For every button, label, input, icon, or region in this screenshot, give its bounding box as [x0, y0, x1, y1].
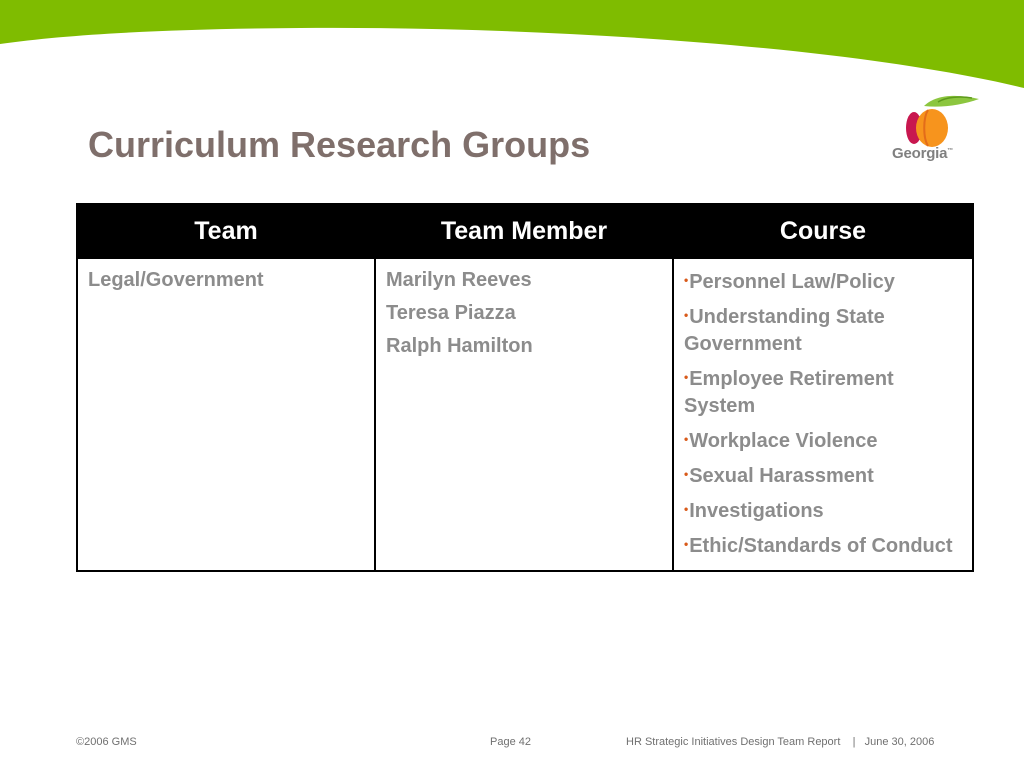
table-row: [77, 258, 973, 571]
bullet-icon: •: [684, 537, 689, 551]
column-header-team-member: Team Member: [375, 204, 673, 258]
course-item: •Understanding State Government: [684, 306, 885, 355]
bullet-icon: •: [684, 432, 689, 446]
team-member: Teresa Piazza: [386, 302, 516, 324]
courses-cell: [673, 258, 973, 571]
column-header-team: Team: [77, 204, 375, 258]
course-item: •Employee Retirement System: [684, 368, 894, 417]
footer-report-title: HR Strategic Initiatives Design Team Report | June 30, 2006: [626, 736, 935, 748]
team-member: Ralph Hamilton: [386, 335, 533, 357]
curriculum-table: [76, 203, 974, 572]
team-name: Legal/Government: [88, 269, 264, 291]
course-item: •Investigations: [684, 500, 824, 522]
bullet-icon: •: [684, 467, 689, 481]
course-item: •Personnel Law/Policy: [684, 271, 895, 293]
members-cell: [375, 258, 673, 571]
bullet-icon: •: [684, 370, 689, 384]
column-header-course: Course: [673, 204, 973, 258]
course-item: •Workplace Violence: [684, 430, 878, 452]
table-header-row: [77, 204, 973, 258]
slide-title: Curriculum Research Groups: [88, 124, 591, 165]
bullet-icon: •: [684, 273, 689, 287]
bullet-icon: •: [684, 502, 689, 516]
bullet-icon: •: [684, 308, 689, 322]
team-cell: [77, 258, 375, 571]
course-item: •Ethic/Standards of Conduct: [684, 535, 953, 557]
team-member: Marilyn Reeves: [386, 269, 532, 291]
footer-page-number: Page 42: [490, 736, 531, 748]
course-item: •Sexual Harassment: [684, 465, 874, 487]
logo-wordmark: Georgia™: [892, 145, 954, 162]
footer-copyright: ©2006 GMS: [76, 736, 137, 748]
header-swoosh: [0, 0, 1024, 100]
